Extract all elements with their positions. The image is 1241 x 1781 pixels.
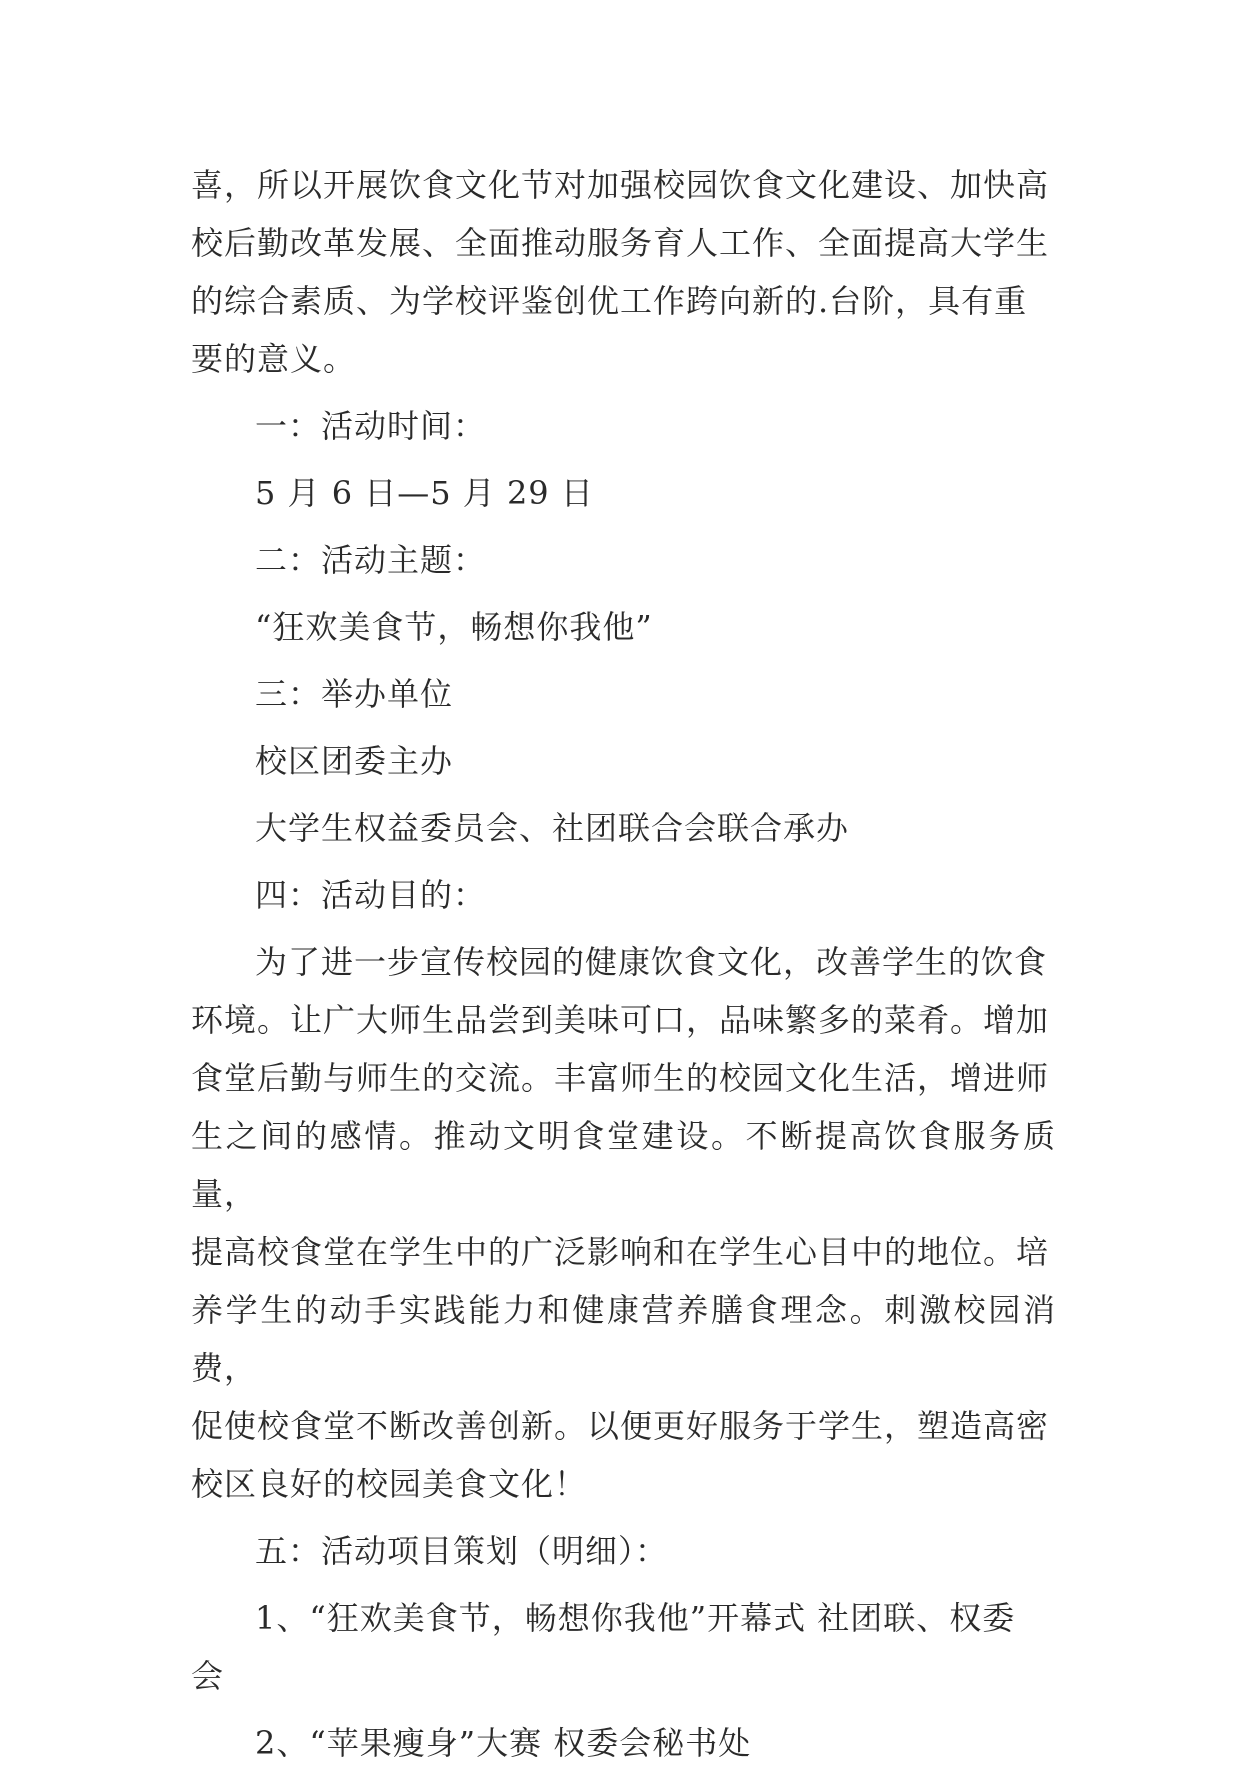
text-line: 养学生的动手实践能力和健康营养膳食理念。刺激校园消费，: [191, 1291, 1056, 1387]
plan-item-2: 2、“苹果瘦身”大赛 权委会秘书处: [255, 1724, 752, 1762]
plan-item-1: [191, 1589, 1056, 1705]
text-line: 喜，所以开展饮食文化节对加强校园饮食文化建设、加快高: [191, 166, 1050, 204]
text-line: 环境。让广大师生品尝到美味可口，品味繁多的菜肴。增加: [191, 1001, 1050, 1039]
text-line: 提高校食堂在学生中的广泛影响和在学生心目中的地位。培: [191, 1233, 1050, 1271]
activity-theme: “狂欢美食节，畅想你我他”: [255, 608, 653, 646]
section-heading-time: 一：活动时间：: [255, 407, 487, 445]
text-line: 的综合素质、为学校评鉴创优工作跨向新的.台阶，具有重: [191, 282, 1028, 320]
text-line: 食堂后勤与师生的交流。丰富师生的校园文化生活，增进师: [191, 1059, 1050, 1097]
text-line: 为了进一步宣传校园的健康饮食文化，改善学生的饮食: [255, 943, 1048, 981]
purpose-paragraph: [191, 933, 1056, 1513]
text-line: 促使校食堂不断改善创新。以便更好服务于学生，塑造高密: [191, 1407, 1050, 1445]
text-line: 1、“狂欢美食节，畅想你我他”开幕式 社团联、权委: [255, 1599, 1016, 1637]
text-line: 生之间的感情。推动文明食堂建设。不断提高饮食服务质量，: [191, 1117, 1056, 1213]
organizer-host: 校区团委主办: [255, 742, 454, 780]
activity-dates: 5 月 6 日—5 月 29 日: [255, 474, 594, 512]
text-line: 校区良好的校园美食文化！: [191, 1465, 588, 1503]
section-heading-plan: 五：活动项目策划（明细）：: [255, 1532, 669, 1570]
organizer-cohosts: 大学生权益委员会、社团联合会联合承办: [255, 809, 850, 847]
text-line: 要的意义。: [191, 340, 357, 378]
text-line: 会: [191, 1657, 225, 1695]
section-heading-organizer: 三：举办单位: [255, 675, 454, 713]
document-page: [191, 156, 1056, 1781]
section-heading-purpose: 四：活动目的：: [255, 876, 487, 914]
intro-paragraph: [191, 156, 1056, 388]
text-line: 校后勤改革发展、全面推动服务育人工作、全面提高大学生: [191, 224, 1050, 262]
section-heading-theme: 二：活动主题：: [255, 541, 487, 579]
